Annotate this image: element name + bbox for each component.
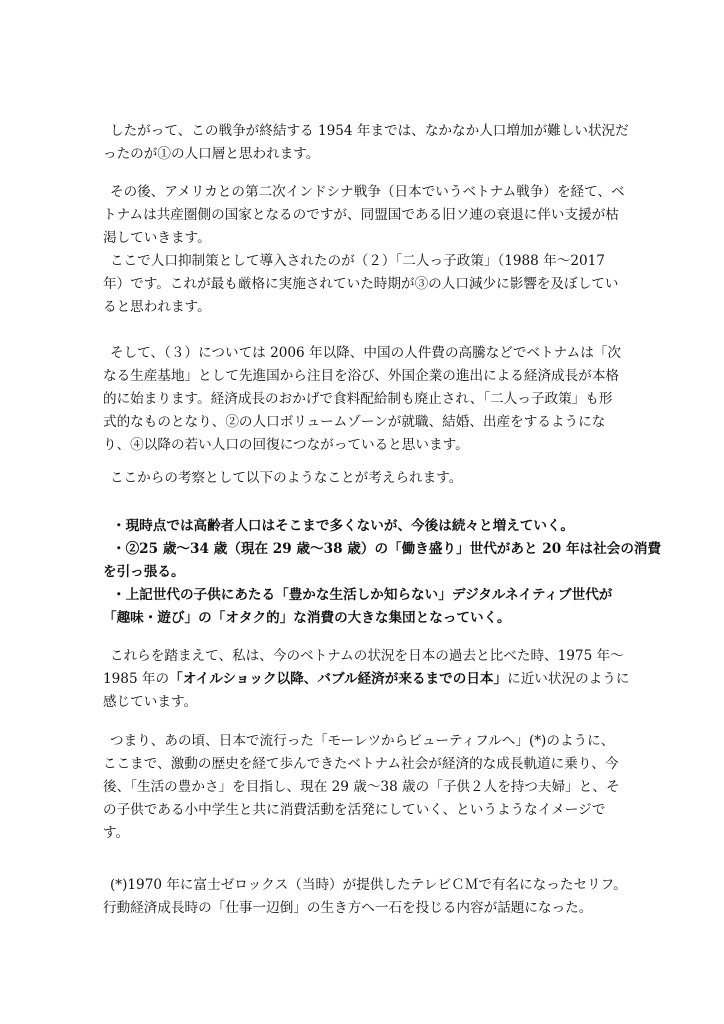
text-run: に近い状況のように	[507, 671, 630, 687]
paragraph-line: 渇していきます。	[103, 230, 211, 246]
paragraph-line: 年）です。これが最も厳格に実施されていた時期が③の人口減少に影響を及ぼしてい	[103, 276, 619, 292]
paragraph-line: そして、（３）については 2006 年以降、中国の人件費の高騰などでベトナムは「次	[110, 345, 621, 361]
paragraph-6	[103, 730, 633, 845]
paragraph-line: 的に始まります。経済成長のおかげで食料配給制も廃止され、「二人っ子政策」も形	[103, 391, 613, 407]
paragraph-line: なる生産基地」として先進国から注目を浴び、外国企業の進出による経済成長が本格	[103, 368, 620, 384]
paragraph-line: ったのが①の人口層と思われます。	[103, 146, 320, 162]
paragraph-line: したがって、この戦争が終結する 1954 年までは、なかなか人口増加が難しい状況だ	[110, 123, 629, 139]
paragraph-line	[103, 668, 633, 691]
text-run: 1985 年の	[103, 671, 170, 687]
paragraph-line: これらを踏まえて、私は、今のベトナムの状況を日本の過去と比べた時、1975 年〜	[110, 648, 624, 664]
footnote-line: (*)1970 年に富士ゼロックス（当時）が提供したテレビＣＭで有名になったセリフ。	[110, 877, 627, 893]
paragraph-line: トナムは共産圏側の国家となるのですが、同盟国である旧ソ連の衰退に伴い支援が枯	[103, 207, 619, 223]
paragraph-2	[103, 181, 633, 319]
paragraph-line: ここまで、激動の歴史を経て歩んできたベトナム社会が経済的な成長軌道に乗り、今	[103, 756, 619, 772]
paragraph-line: す。	[103, 825, 130, 841]
emphasis-text: 「オイルショック以降、バブル経済が来るまでの日本」	[169, 671, 508, 687]
paragraph-5	[103, 645, 633, 714]
paragraph-line: ここからの考察として以下のようなことが考えられます。	[110, 470, 463, 486]
paragraph-1	[103, 120, 633, 166]
bullet-item: ・上記世代の子供にあたる「豊かな生活しか知らない」デジタルネイティブ世代が	[112, 587, 613, 603]
bullet-item: ・現時点では高齢者人口はそこまで多くないが、今後は続々と増えていく。	[112, 518, 574, 534]
paragraph-line: つまり、あの頃、日本で流行った「モーレツからビューティフルへ」(*)のように、	[110, 733, 615, 749]
paragraph-line: 式的なものとなり、②の人口ボリュームゾーンが就職、結婚、出産をするようにな	[103, 414, 606, 430]
paragraph-4	[103, 467, 633, 490]
paragraph-line: ると思われます。	[103, 299, 211, 315]
bullet-list	[103, 515, 662, 630]
paragraph-line: 感じています。	[103, 694, 198, 710]
paragraph-line: その後、アメリカとの第二次インドシナ戦争（日本でいうベトナム戦争）を経て、ベ	[110, 184, 625, 200]
footnote	[103, 874, 633, 920]
bullet-item-continuation: を引っ張る。	[103, 564, 185, 580]
paragraph-3	[103, 342, 633, 457]
paragraph-line: の子供である小中学生と共に消費活動を活発にしていく、というようなイメージで	[103, 802, 606, 818]
paragraph-line: 後、「生活の豊かさ」を目指し、現在 29 歳〜38 歳の「子供２人を持つ夫婦」と、そ	[103, 779, 620, 795]
footnote-line: 行動経済成長時の「仕事一辺倒」の生き方へ一石を投じる内容が話題になった。	[103, 900, 593, 916]
paragraph-line: り、④以降の若い人口の回復につながっていると思います。	[103, 437, 469, 453]
bullet-item-continuation: 「趣味・遊び」の「オタク的」な消費の大きな集団となっていく。	[103, 610, 511, 626]
bullet-item: ・②25 歳〜34 歳（現在 29 歳〜38 歳）の「働き盛り」世代があと 20 年は社会の消費	[112, 541, 662, 557]
paragraph-line: ここで人口抑制策として導入されたのが（２）「二人っ子政策」（1988 年〜2017	[110, 253, 605, 269]
